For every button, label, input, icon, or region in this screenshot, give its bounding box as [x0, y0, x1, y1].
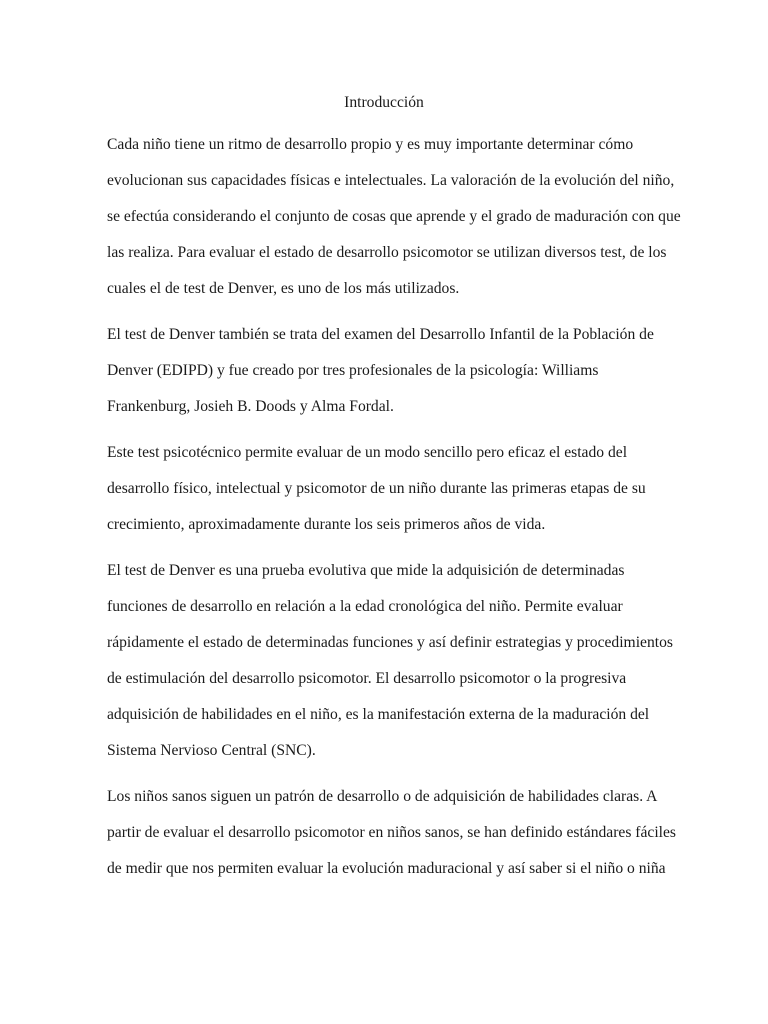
paragraph-line: Sistema Nervioso Central (SNC).: [107, 742, 316, 759]
paragraph-line: Denver (EDIPD) y fue creado por tres profesionales de la psicología: Williams: [107, 362, 599, 379]
paragraph-line: El test de Denver también se trata del examen del Desarrollo Infantil de la Población de: [107, 326, 654, 343]
paragraph-line: Los niños sanos siguen un patrón de desarrollo o de adquisición de habilidades claras. A: [107, 788, 658, 805]
paragraph-1: [107, 134, 681, 314]
paragraph-2: [107, 324, 667, 432]
document-body: [107, 134, 681, 904]
paragraph-line: El test de Denver es una prueba evolutiva que mide la adquisición de determinadas: [107, 562, 625, 579]
paragraph-line: crecimiento, aproximadamente durante los seis primeros años de vida.: [107, 516, 546, 533]
paragraph-line: Frankenburg, Josieh B. Doods y Alma Fordal.: [107, 398, 394, 415]
paragraph-line: desarrollo físico, intelectual y psicomotor de un niño durante las primeras etapas de su: [107, 480, 646, 497]
paragraph-line: las realiza. Para evaluar el estado de desarrollo psicomotor se utilizan diversos test, de los: [107, 244, 667, 261]
paragraph-5: [107, 786, 676, 894]
paragraph-4: [107, 560, 673, 776]
paragraph-line: evolucionan sus capacidades físicas e intelectuales. La valoración de la evolución del niño,: [107, 172, 675, 189]
paragraph-line: de medir que nos permiten evaluar la evolución maduracional y así saber si el niño o niña: [107, 860, 666, 877]
paragraph-line: se efectúa considerando el conjunto de cosas que aprende y el grado de maduración con que: [107, 208, 681, 225]
paragraph-line: Cada niño tiene un ritmo de desarrollo propio y es muy importante determinar cómo: [107, 136, 634, 153]
paragraph-line: adquisición de habilidades en el niño, es la manifestación externa de la maduración del: [107, 706, 650, 723]
page-title: Introducción: [344, 94, 424, 111]
paragraph-3: [107, 442, 667, 550]
paragraph-line: rápidamente el estado de determinadas funciones y así definir estrategias y procedimientos: [107, 634, 673, 651]
paragraph-line: Este test psicotécnico permite evaluar de un modo sencillo pero eficaz el estado del: [107, 444, 628, 461]
paragraph-line: de estimulación del desarrollo psicomotor. El desarrollo psicomotor o la progresiva: [107, 670, 627, 687]
paragraph-line: cuales el de test de Denver, es uno de los más utilizados.: [107, 280, 460, 297]
paragraph-line: partir de evaluar el desarrollo psicomotor en niños sanos, se han definido estándares fáciles: [107, 824, 676, 841]
paragraph-line: funciones de desarrollo en relación a la edad cronológica del niño. Permite evaluar: [107, 598, 623, 615]
